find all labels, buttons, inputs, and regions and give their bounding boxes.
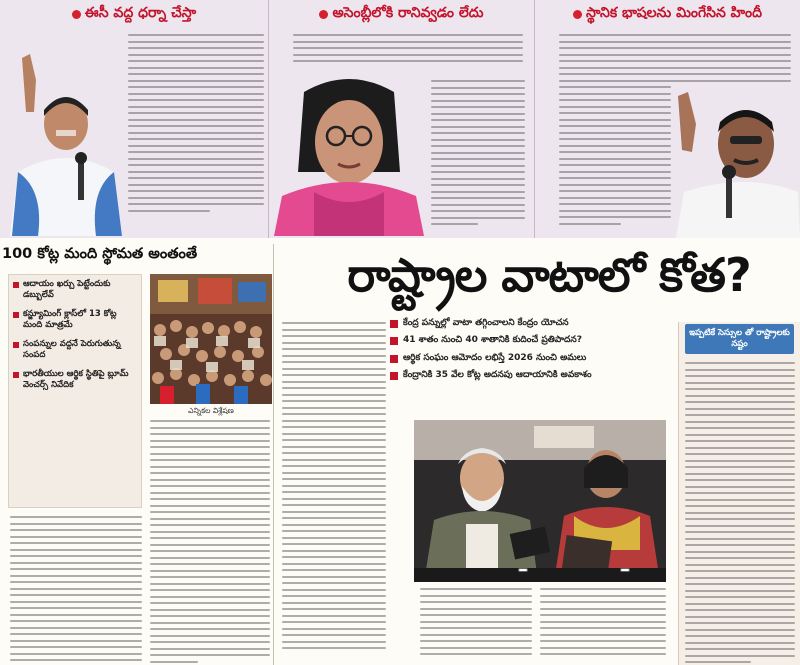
story-body-text [559,86,671,229]
bullet-icon [319,10,328,19]
highlight-text: ఆర్థిక సంఘం ఆమోదం లభిస్తే 2026 నుంచి అమలు [403,352,587,363]
bullet-icon [72,10,81,19]
bullet-icon [390,355,398,363]
story-body-text [282,322,386,654]
list-item [13,369,137,391]
list-item [390,353,662,364]
top-story-headline: అసెంబ్లీలోకి రానివ్వడం లేదు [332,4,484,21]
list-item [13,309,137,331]
top-story-headline: స్థానిక భాషలను మింగేసిన హిందీ [586,4,762,21]
list-item [390,318,662,329]
story-body-text [420,588,532,660]
bullet-icon [13,282,19,288]
bullet-icon [13,342,19,348]
bullet-text: సంపన్నుల వద్దనే పెరుగుతున్న సంపద [23,339,121,361]
highlight-text: కేంద్ర పన్నుల్లో వాటా తగ్గించాలని కేంద్రం యోచన [403,318,569,328]
left-story-bullet-box [8,274,142,508]
photo-tag [518,568,528,572]
top-story-header [0,0,268,28]
photo-caption: ఎన్నికల విశ్లేషణ [188,406,234,415]
main-headline-text: రాష్ట్రాల వాటాలో కోత? [347,248,751,302]
bullet-text: ఆదాయం ఖర్చు పెట్టేందుకు డబ్బులేవ్ [23,279,111,301]
story-body-text [293,34,523,67]
story-body-text [10,516,142,665]
bullet-text: కన్జ్యూమింగ్ క్లాస్‌లో 13 కోట్ల మంది మాత్రమే [23,309,117,331]
story-body-text [128,34,264,216]
story-body-text [559,34,791,86]
bullet-icon [390,337,398,345]
list-item [13,339,137,361]
photo-tag [620,568,630,572]
left-story-headline: 100 కోట్ల మంది స్థోమత అంతంతే [2,246,198,262]
leader-photo-portrait [274,72,424,236]
bullet-icon [13,372,19,378]
sidebar-headline: ఇప్పటికే సెస్సుల తో రాష్ట్రాలకు నష్టం [685,324,794,354]
list-item [390,370,662,381]
bullet-icon [390,320,398,328]
list-item [390,335,662,346]
list-item [13,279,137,301]
main-story-highlights [390,318,662,387]
bullet-icon [390,372,398,380]
bullet-text: భారతీయుల ఆర్థిక స్థితిపై బ్లూమ్ వెంచర్స్ నివేదిక [23,369,129,391]
crowd-photo [150,274,272,404]
top-stories-strip [0,0,800,238]
left-story[interactable] [0,244,274,665]
sidebar-story[interactable] [678,322,800,665]
highlight-text: 41 శాతం నుంచి 40 శాతానికి కుదించే ప్రతిపాదన? [403,335,582,346]
main-headline[interactable] [300,250,798,312]
leader-photo-speaking [672,88,800,238]
leader-photo-speaking [4,40,126,236]
story-body-text [431,80,525,230]
bullet-icon [13,312,19,318]
main-story-photo [414,420,666,582]
top-story-headline: ఈసీ వద్ద ధర్నా చేస్తా [84,4,197,21]
story-body-text [150,420,270,665]
story-body-text [540,588,666,660]
top-story-header [269,0,534,28]
highlight-text: కేంద్రానికి 35 వేల కోట్ల అదనపు ఆదాయానికి అవకాశం [403,369,592,380]
story-body-text [685,362,795,665]
bullet-icon [573,10,582,19]
top-story-header [535,0,800,28]
